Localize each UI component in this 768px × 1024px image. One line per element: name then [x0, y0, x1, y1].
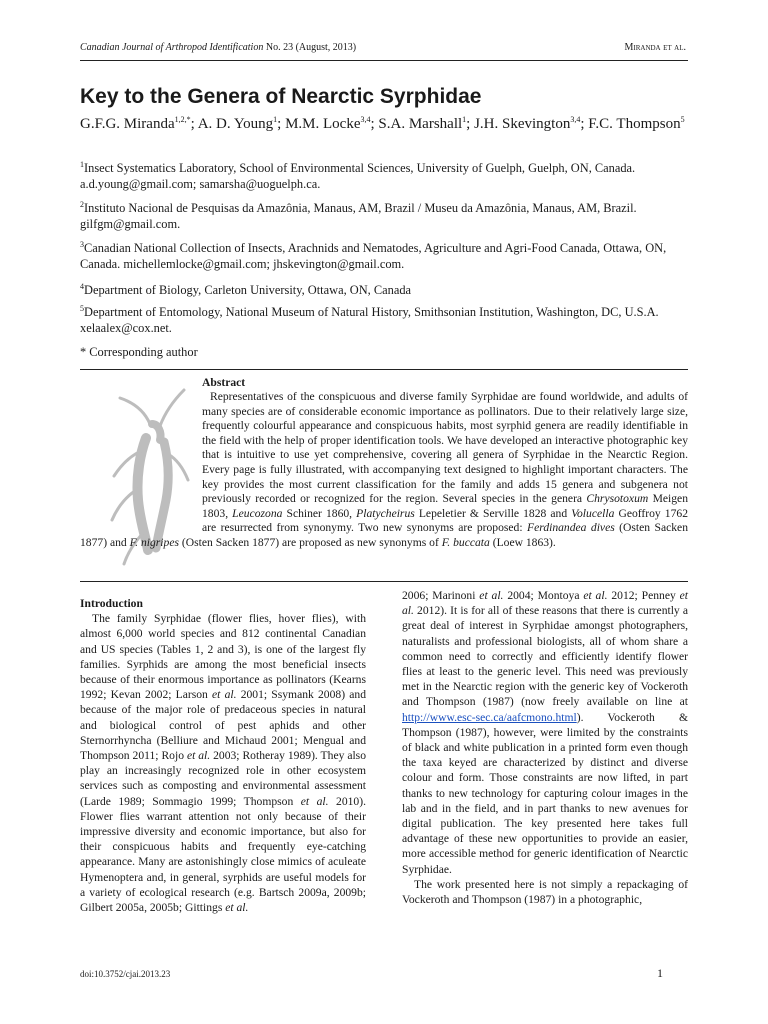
page-number: 1	[657, 966, 663, 980]
author-5: J.H. Skevington$^{3,4}$;	[474, 115, 585, 132]
author-6: F.C. Thompson$^5$	[588, 115, 685, 132]
intro-heading: Introduction	[80, 597, 143, 610]
journal-issue: No. 23 (August, 2013)	[263, 42, 357, 53]
running-authors: Miranda et al.	[624, 42, 686, 53]
affiliation-2: $^2$Instituto Nacional de Pesquisas da Amazônia, Manaus, AM, Brazil / Museu da Amazônia, Manaus, AM, Brazil. gilfgm@gmail.com.	[80, 199, 637, 231]
intro-column-left	[80, 596, 366, 915]
author-4: S.A. Marshall$^1$;	[378, 115, 475, 132]
affiliation-3: $^3$Canadian National Collection of Insects, Arachnids and Nematodes, Agriculture and Agri-Food Canada, Ottawa, ON, Canada. michellemlocke@gmail.com; jhskevington@gmail.com.	[80, 239, 667, 271]
paper-title: Key to the Genera of Nearctic Syrphidae	[80, 85, 482, 108]
header-rule	[80, 60, 688, 61]
intro-paragraph-2: The work presented here is not simply a repackaging of Vockeroth and Thompson (1987) in a photographic,	[402, 877, 688, 907]
author-1: G.F.G. Miranda$^{1,2,*}$;	[80, 115, 198, 132]
author-2: A. D. Young$^1$;	[197, 115, 286, 132]
affiliation-4: $^4$Department of Biology, Carleton University, Ottawa, ON, Canada	[80, 281, 412, 297]
abstract-text: Representatives of the conspicuous and diverse family Syrphidae are found worldwide, and adults of many species are of considerable economic importance as pollinators. Due to their relatively large size, frequently colourful appearance and conspicuous habits, most syrphid genera are readily identifiable in the field with the help of proper identification tools. We have developed an interactive photographic key that is intuitive to use yet comprehensive, covering all genera of Syrphidae in the Nearctic Region. Every page is fully illustrated, with accompanying text designed to highlight important characters. The key provides the most current classification for the family and adds 15 genera and subgenera not previously recorded or recognized for the region. Several species in the genera Chrysotoxum Meigen 1803, Leucozona Schiner 1860, Platycheirus Lepeletier & Serville 1828 and Volucella Geoffroy 1762 are resurrected from synonymy. Two new synonyms are proposed: Ferdinandea dives (Osten Sacken 1877) and F. nigripes (Osten Sacken 1877) are proposed as new synonyms of F. buccata (Loew 1863).	[80, 390, 688, 549]
journal-name: Canadian Journal of Arthropod Identification	[80, 42, 264, 53]
author-3: M.M. Locke$^{3,4}$;	[285, 115, 379, 132]
doi-footer: doi:10.3752/cjai.2013.23	[80, 969, 171, 979]
corresponding-author-note: * Corresponding author	[80, 345, 198, 359]
intro-column-right	[402, 588, 688, 907]
abstract-top-rule	[80, 369, 688, 370]
abstract-heading: Abstract	[202, 376, 246, 389]
author-list	[80, 114, 688, 134]
abstract-bottom-rule	[80, 581, 688, 582]
intro-paragraph-1: The family Syrphidae (flower flies, hover flies), with almost 6,000 world species and 812 continental Canadian and US species (Tables 1, 2 and 3), is one of the largest fly families. Syrphids are among the most beneficial insects because of their enormous importance as pollinators (Kearns 1992; Kevan 2002; Larson et al. 2001; Ssymank 2008) and because of the major role of predaceous species in natural and biological control of pest aphids and other Sternorrhyncha (Belliure and Michaud 2001; Mengual and Thompson 2011; Rojo et al. 2003; Rotheray 1989). They also play an increasingly recognized role in other ecosystem services such as composting and environmental assessment (Larde 1989; Sommagio 1999; Thompson et al. 2010). Flower flies warrant attention not only because of their impressive diversity and economic importance, but also for their conspicuous habits and frequently eye-catching appearance. Many are astonishingly close mimics of aculeate Hymenoptera and, in general, syrphids are useful models for a variety of ecological research (e.g. Bartsch 2009a, 2009b; Gilbert 2005a, 2005b; Gittings et al.	[80, 612, 366, 915]
running-header	[80, 40, 686, 56]
affiliation-1: $^1$Insect Systematics Laboratory, School of Environmental Sciences, University of Guelph, Guelph, ON, Canada. a.d.young@gmail.com; samarsha@uoguelph.ca.	[80, 159, 636, 191]
affiliation-5: $^5$Department of Entomology, National Museum of Natural History, Smithsonian Institution, Washington, DC, U.S.A. xelaalex@cox.net.	[80, 303, 659, 335]
intro-paragraph-1-continued: 2006; Marinoni et al. 2004; Montoya et al. 2012; Penney et al. 2012). It is for all of these reasons that there is currently a great deal of interest in Syrphidae amongst photographers, naturalists and professional biologists, all of whom share a common need to correctly and efficiently identify flower flies at least to the generic level. This need was previously met in the Nearctic region with the generic key of Vockeroth and Thompson (1987) (now freely available on line at http://www.esc-sec.ca/aafcmono.html). Vockeroth & Thompson (1987), however, were limited by the constraints of black and white publication in a printed form even though the taxa keyed are characterized by distinct and diverse colour and form. Those constraints are now lifted, in part thanks to new technology for capturing colour images in the lab and in the field, and in part thanks to new avenues for digital publication. The key presented here takes full advantage of these new opportunities to provide an easier, more accessible method for generic identification of Nearctic Syrphidae.	[402, 589, 688, 876]
vockeroth-key-link[interactable]: http://www.esc-sec.ca/aafcmono.html	[402, 710, 577, 724]
